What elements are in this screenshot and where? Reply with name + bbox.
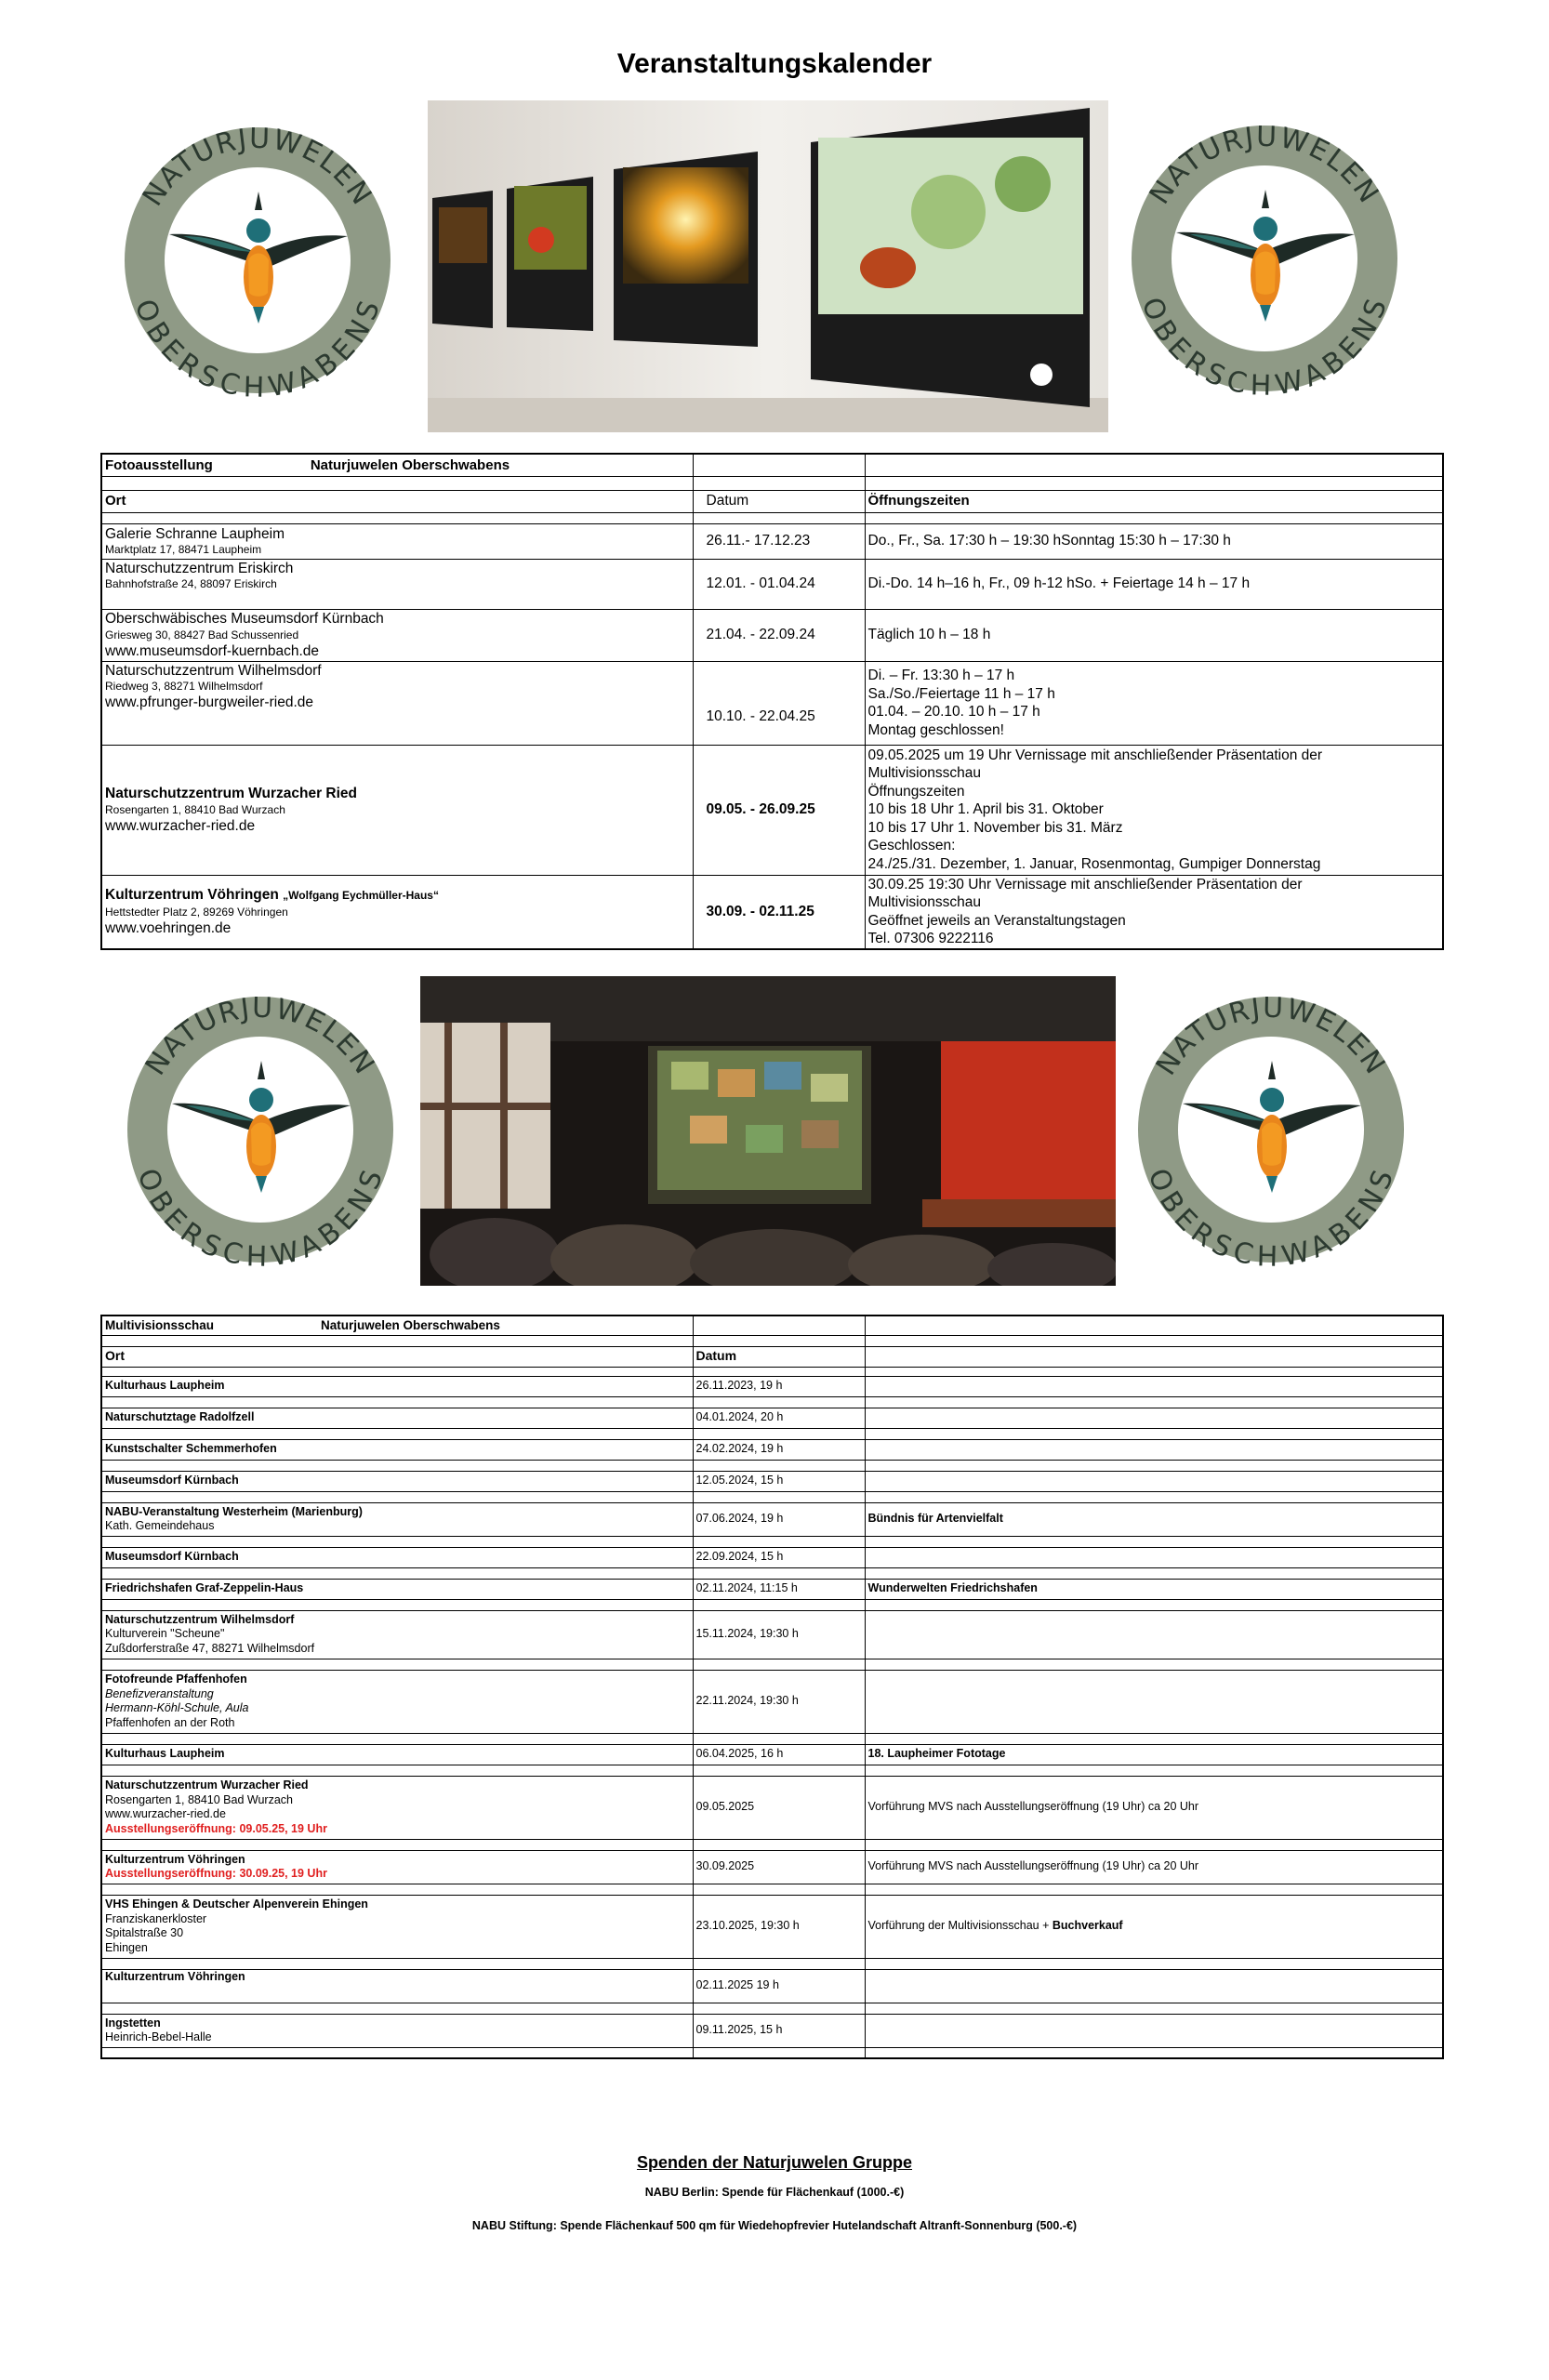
svg-text:OBERSCHWABENS: OBERSCHWABENS (127, 295, 388, 400)
table-row: VHS Ehingen & Deutscher Alpenverein Ehingen Franziskanerkloster Spitalstraße 30 Ehingen 23.10.2025, 19:30 h Vorführung der Multivisionsschau + Buchverkauf (101, 1895, 1443, 1958)
col-datum: Datum (706, 493, 749, 509)
table-row: Museumsdorf Kürnbach 12.05.2024, 15 h (101, 1471, 1443, 1491)
table-title-row (101, 454, 1443, 476)
col-zeiten: Öffnungszeiten (867, 493, 970, 509)
table-row: Kulturzentrum Vöhringen „Wolfgang Eychmüller-Haus“ Hettstedter Platz 2, 89269 Vöhringen www.voehringen.de 30.09. - 02.11.25 30.09.25 19:30 Uhr Vernissage mit anschließender Präsentation der Multivisionsschau Geöffnet jeweils an Veranstaltungstagen Tel. 07306 9222116 (101, 875, 1443, 949)
multivision-table (100, 1315, 1444, 2059)
table-row: Kulturzentrum Vöhringen Ausstellungseröffnung: 30.09.25, 19 Uhr 30.09.2025 Vorführung MVS nach Ausstellungseröffnung (19 Uhr) ca 20 Uhr (101, 1850, 1443, 1884)
col-ort: Ort (101, 1346, 693, 1367)
svg-text:OBERSCHWABENS: OBERSCHWABENS (1134, 293, 1395, 398)
table-row: Naturschutzzentrum Wilhelmsdorf Riedweg 3, 88271 Wilhelmsdorf www.pfrunger-burgweiler-ried.de 10.10. - 22.04.25 Di. – Fr. 13:30 h – 17 h Sa./So./Feiertage 11 h – 17 h 01.04. – 20.10. 10 h – 17 h Montag geschlossen! (101, 661, 1443, 745)
table-row: Kulturhaus Laupheim 06.04.2025, 16 h 18. Laupheimer Fototage (101, 1744, 1443, 1765)
svg-text:NATURJUWELEN: NATURJUWELEN (139, 991, 382, 1082)
table-row: Ingstetten Heinrich-Bebel-Halle 09.11.2025, 15 h (101, 2014, 1443, 2047)
table-row: Naturschutzzentrum Wurzacher Ried Rosengarten 1, 88410 Bad Wurzach www.wurzacher-ried.de 09.05. - 26.09.25 09.05.2025 um 19 Uhr Vernissage mit anschließender Präsentation der Multivisionsschau Öffnungszeiten 10 bis 18 Uhr 1. April bis 31. Oktober 10 bis 17 Uhr 1. November bis 31. März Geschlossen: 24./25./31. Dezember, 1. Januar, Rosenmontag, Gumpiger Donnerstag (101, 745, 1443, 875)
table-row: Naturschutzzentrum Eriskirch Bahnhofstraße 24, 88097 Eriskirch 12.01. - 01.04.24 Di.-Do. 14 h–16 h, Fr., 09 h-12 hSo. + Feiertage 14 h – 17 h (101, 559, 1443, 609)
table-row: Naturschutzzentrum Wurzacher Ried Rosengarten 1, 88410 Bad Wurzach www.wurzacher-ried.de Ausstellungseröffnung: 09.05.25, 19 Uhr 09.05.2025 Vorführung MVS nach Ausstellungseröffnung (19 Uhr) ca 20 Uhr (101, 1776, 1443, 1839)
svg-text:NATURJUWELEN: NATURJUWELEN (136, 122, 379, 213)
svg-text:NATURJUWELEN: NATURJUWELEN (1149, 991, 1393, 1082)
donations-section (0, 2153, 1549, 2253)
table-row: NABU-Veranstaltung Westerheim (Marienburg) Kath. Gemeindehaus 07.06.2024, 19 h Bündnis für Artenvielfalt (101, 1502, 1443, 1536)
section-label: Multivisionsschau (105, 1318, 215, 1332)
gallery-photo (428, 100, 1108, 432)
section-title: Naturjuwelen Oberschwabens (321, 1318, 500, 1332)
naturjuwelen-logo-right-2 (1127, 990, 1415, 1269)
table-row: Friedrichshafen Graf-Zeppelin-Haus 02.11.2024, 11:15 h Wunderwelten Friedrichshafen (101, 1579, 1443, 1599)
page-title: Veranstaltungskalender (616, 48, 933, 79)
col-ort: Ort (105, 493, 126, 509)
table-row: Fotofreunde Pfaffenhofen Benefizveranstaltung Hermann-Köhl-Schule, Aula Pfaffenhofen an der Roth 22.11.2024, 19:30 h (101, 1670, 1443, 1733)
donations-title: Spenden der Naturjuwelen Gruppe (636, 2153, 913, 2172)
section-title: Naturjuwelen Oberschwabens (310, 456, 510, 473)
table-row: Kulturzentrum Vöhringen 02.11.2025 19 h (101, 1969, 1443, 2003)
table-title-row (101, 1316, 1443, 1335)
table-row: Kulturhaus Laupheim 26.11.2023, 19 h (101, 1376, 1443, 1396)
table-row: Galerie Schranne Laupheim Marktplatz 17, 88471 Laupheim 26.11.- 17.12.23 Do., Fr., Sa. 17:30 h – 19:30 hSonntag 15:30 h – 17:30 h (101, 523, 1443, 559)
table-row: Naturschutzzentrum Wilhelmsdorf Kulturverein "Scheune" Zußdorferstraße 47, 88271 Wilhelmsdorf 15.11.2024, 19:30 h (101, 1610, 1443, 1659)
table-header-row (101, 1346, 1443, 1367)
table-row: Naturschutztage Radolfzell 04.01.2024, 20 h (101, 1408, 1443, 1428)
col-datum: Datum (693, 1346, 865, 1367)
svg-text:NATURJUWELEN: NATURJUWELEN (1143, 120, 1386, 211)
donation-line: NABU Stiftung: Spende Flächenkauf 500 qm für Wiedehopfrevier Hutelandschaft Altranft-Sonnenburg (500.-€) (471, 2219, 1078, 2232)
table-header-row (101, 490, 1443, 512)
svg-text:OBERSCHWABENS: OBERSCHWABENS (1141, 1164, 1401, 1269)
naturjuwelen-logo-left-2 (116, 990, 404, 1269)
auditorium-photo (420, 976, 1116, 1286)
naturjuwelen-logo-left (113, 121, 402, 400)
table-row: Kunstschalter Schemmerhofen 24.02.2024, 19 h (101, 1439, 1443, 1460)
donation-line: NABU Berlin: Spende für Flächenkauf (1000.-€) (644, 2186, 905, 2199)
section-label: Fotoausstellung (105, 456, 213, 473)
exhibition-table (100, 453, 1444, 950)
svg-text:OBERSCHWABENS: OBERSCHWABENS (130, 1164, 391, 1269)
table-row: Oberschwäbisches Museumsdorf Kürnbach Griesweg 30, 88427 Bad Schussenried www.museumsdorf-kuernbach.de 21.04. - 22.09.24 Täglich 10 h – 18 h (101, 609, 1443, 661)
naturjuwelen-logo-right (1120, 119, 1409, 398)
table-row: Museumsdorf Kürnbach 22.09.2024, 15 h (101, 1547, 1443, 1567)
